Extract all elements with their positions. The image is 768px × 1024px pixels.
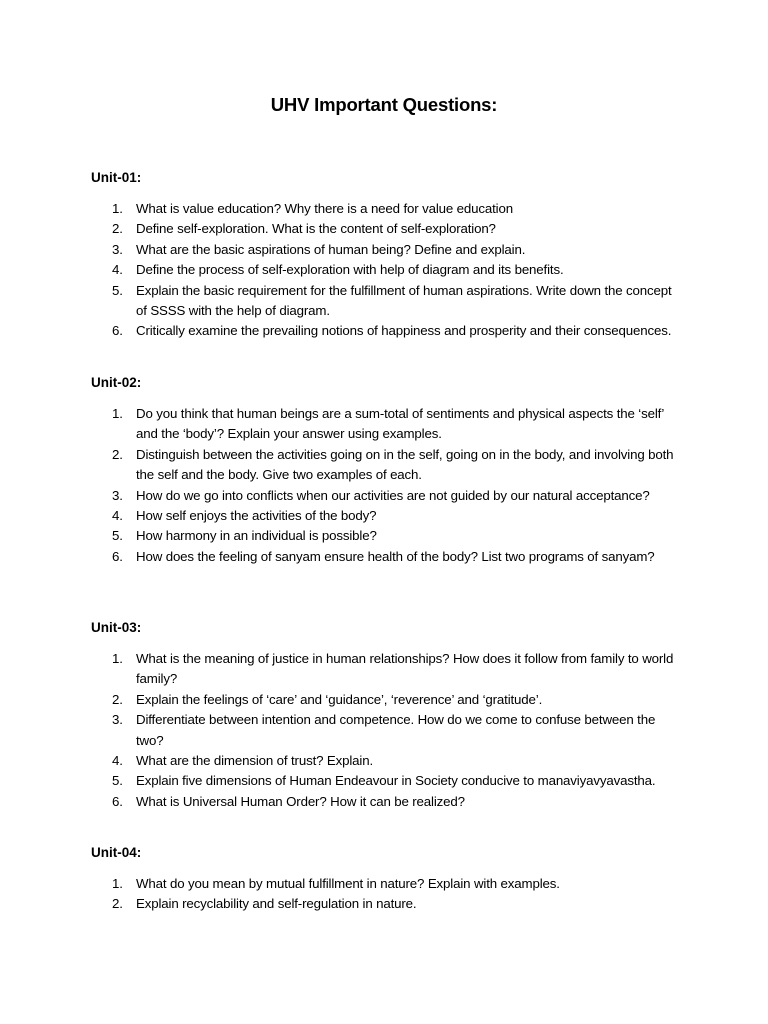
question-number: 2. xyxy=(112,691,123,707)
question-text: How harmony in an individual is possible? xyxy=(136,528,377,544)
question-text: What are the basic aspirations of human being? Define and explain. xyxy=(136,241,526,257)
question-text: Explain the feelings of ‘care’ and ‘guidance’, ‘reverence’ and ‘gratitude’. xyxy=(136,691,543,707)
question-number: 1. xyxy=(112,201,123,216)
question-item xyxy=(91,874,681,894)
page-title: UHV Important Questions: xyxy=(270,94,498,115)
unit-heading: Unit-03: xyxy=(91,620,142,635)
question-number: 2. xyxy=(112,221,123,237)
unit-section-4 xyxy=(91,843,691,915)
question-number: 6. xyxy=(112,793,123,809)
question-text: How self enjoys the activities of the body? xyxy=(136,508,377,524)
question-text: Define the process of self-exploration with help of diagram and its benefits. xyxy=(136,262,564,278)
question-item xyxy=(91,260,681,280)
unit-section-2 xyxy=(91,373,691,567)
question-item xyxy=(91,281,681,322)
question-item xyxy=(91,526,681,546)
question-number: 5. xyxy=(112,773,123,789)
unit-heading: Unit-02: xyxy=(91,375,142,390)
question-text: Distinguish between the activities going on in the self, going on in the body, and involving both the self and the body. Give two examples of each. xyxy=(136,446,674,483)
question-number: 1. xyxy=(112,651,123,666)
question-text: Explain recyclability and self-regulation in nature. xyxy=(136,896,417,912)
question-number: 1. xyxy=(112,876,123,891)
question-item xyxy=(91,486,681,506)
question-item xyxy=(91,771,681,791)
question-item xyxy=(91,321,681,341)
question-number: 2. xyxy=(112,896,123,912)
question-item xyxy=(91,649,681,690)
question-number: 5. xyxy=(112,528,123,544)
question-number: 3. xyxy=(112,241,123,257)
unit-heading: Unit-04: xyxy=(91,845,142,860)
question-text: Explain the basic requirement for the fulfillment of human aspirations. Write down the concept of SSSS with the help of diagram. xyxy=(136,282,672,319)
question-text: Critically examine the prevailing notions of happiness and prosperity and their consequences. xyxy=(136,323,672,339)
unit-section-3 xyxy=(91,618,691,812)
question-text: How does the feeling of sanyam ensure health of the body? List two programs of sanyam? xyxy=(136,548,655,564)
question-item xyxy=(91,506,681,526)
question-number: 2. xyxy=(112,446,123,462)
question-text: What is the meaning of justice in human relationships? How does it follow from family to world family? xyxy=(136,651,674,687)
unit-heading: Unit-01: xyxy=(91,170,142,185)
question-text: What are the dimension of trust? Explain. xyxy=(136,753,374,769)
question-number: 3. xyxy=(112,487,123,503)
question-number: 3. xyxy=(112,712,123,728)
question-list xyxy=(91,649,691,812)
question-text: What is value education? Why there is a need for value education xyxy=(136,201,513,216)
question-number: 5. xyxy=(112,282,123,298)
question-item xyxy=(91,710,681,751)
question-number: 6. xyxy=(112,548,123,564)
question-number: 1. xyxy=(112,406,123,421)
question-text: What do you mean by mutual fulfillment in nature? Explain with examples. xyxy=(136,876,560,891)
question-number: 4. xyxy=(112,753,123,769)
question-list xyxy=(91,874,691,915)
question-item xyxy=(91,404,681,445)
question-text: Define self-exploration. What is the content of self-exploration? xyxy=(136,221,496,237)
question-item xyxy=(91,445,681,486)
question-text: Differentiate between intention and competence. How do we come to confuse between the two? xyxy=(136,712,656,748)
question-text: Explain five dimensions of Human Endeavour in Society conducive to manaviyavyavastha. xyxy=(136,773,656,789)
question-item xyxy=(91,690,681,710)
question-list xyxy=(91,404,691,567)
question-number: 6. xyxy=(112,323,123,339)
question-list xyxy=(91,199,691,342)
question-item xyxy=(91,751,681,771)
question-text: How do we go into conflicts when our activities are not guided by our natural acceptance? xyxy=(136,487,650,503)
unit-section-1 xyxy=(91,168,691,342)
question-item xyxy=(91,199,681,219)
question-item xyxy=(91,547,681,567)
question-item xyxy=(91,894,681,914)
question-item xyxy=(91,792,681,812)
question-item xyxy=(91,219,681,239)
question-number: 4. xyxy=(112,508,123,524)
question-number: 4. xyxy=(112,262,123,278)
question-text: What is Universal Human Order? How it can be realized? xyxy=(136,793,465,809)
question-text: Do you think that human beings are a sum-total of sentiments and physical aspects the ‘self’ and the ‘body’? Explain your answer using examples. xyxy=(136,406,664,442)
question-item xyxy=(91,240,681,260)
